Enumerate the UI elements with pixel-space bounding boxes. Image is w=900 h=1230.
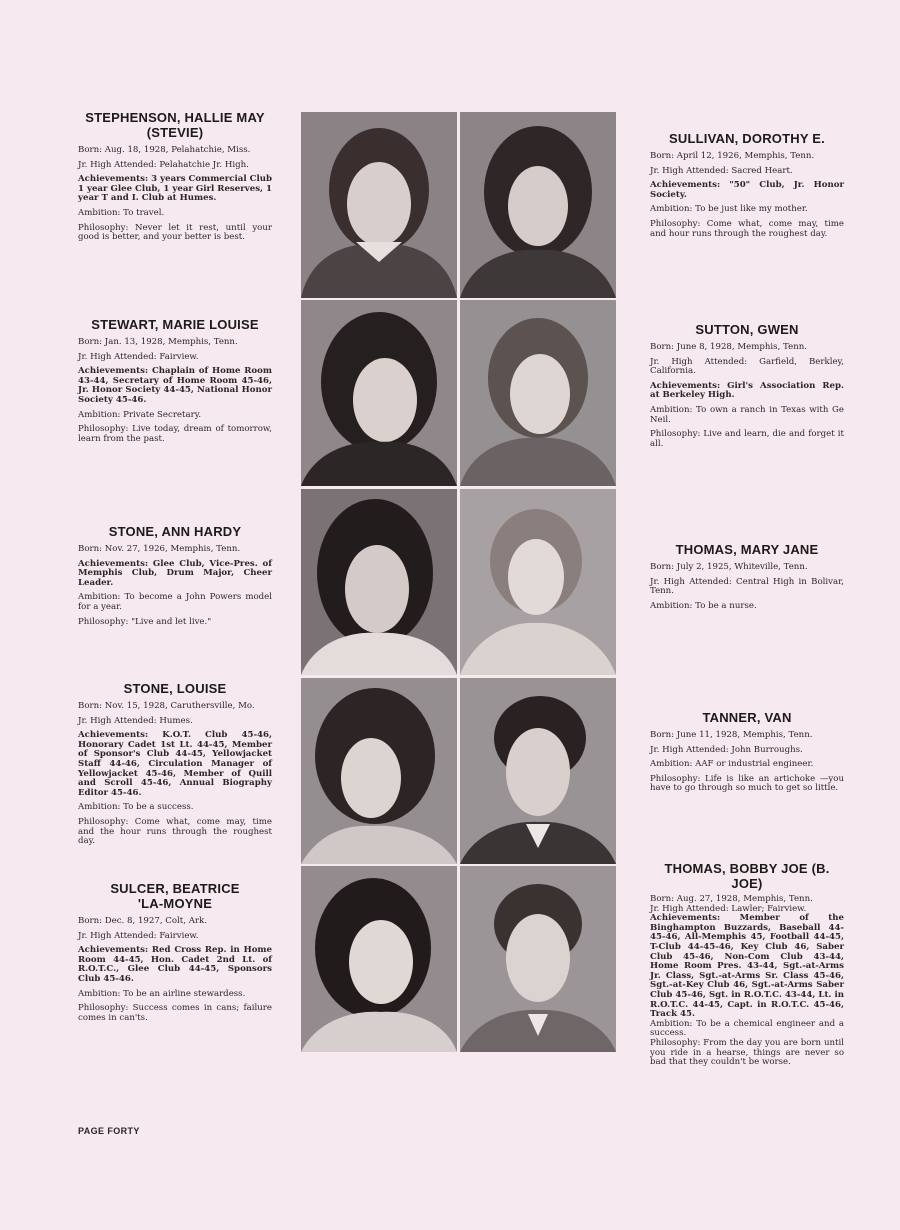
jr-high-line: Jr. High Attended: Lawler; Fairview. [650,903,807,914]
student-entry-thomas-bobby [650,861,844,1068]
philosophy-line: Philosophy: Life is like an artichoke —you have to go through so much to get so little. [650,773,844,794]
born-line: Born: Nov. 15, 1928, Caruthersville, Mo. [78,701,255,711]
ambition-line: Ambition: AAF or industrial engineer. [650,759,814,770]
student-entry-tanner [650,710,844,799]
student-name: SULLIVAN, DOROTHY E. [669,131,825,146]
jr-high-line: Jr. High Attended: John Burroughs. [650,744,803,755]
philosophy-line: Philosophy: From the day you are born until you ride in a hearse, things are never so bad that they couldn't be worse. [650,1037,844,1068]
philosophy-line: Philosophy: Come what, come may, time and hour runs through the roughest day. [650,218,844,239]
student-entry-thomas-mary [650,542,844,616]
ambition-line: Ambition: To become a John Powers model for a year. [78,592,272,612]
portrait-stone-ann [301,489,457,675]
student-entry-stephenson [78,110,272,248]
student-entry-sutton [650,322,844,454]
jr-high-line: Jr. High Attended: Fairview. [78,351,199,362]
born-line: Born: June 11, 1928, Memphis, Tenn. [650,730,813,740]
student-name: THOMAS, MARY JANE [675,542,819,557]
philosophy-line: Philosophy: "Live and let live." [78,616,212,627]
ambition-line: Ambition: To be an airline stewardess. [78,988,246,999]
jr-high-line: Jr. High Attended: Pelahatchie Jr. High. [78,159,249,170]
student-name: STONE, LOUISE [123,681,227,696]
born-line: Born: Nov. 27, 1926, Memphis, Tenn. [78,544,241,554]
philosophy-line: Philosophy: Live and learn, die and forget it all. [650,429,844,449]
student-entry-stone-ann [78,524,272,632]
student-name: STONE, ANN HARDY [108,524,242,539]
born-line: Born: Jan. 13, 1928, Memphis, Tenn. [78,337,238,347]
student-name: THOMAS, BOBBY JOE (B. JOE) [664,861,830,891]
student-entry-sullivan [650,131,844,244]
philosophy-line: Philosophy: Live today, dream of tomorrow, learn from the past. [78,424,272,444]
portrait-stewart [301,300,457,486]
born-line: Born: Aug. 18, 1928, Pelahatchie, Miss. [78,145,251,155]
ambition-line: Ambition: To be a chemical engineer and a success. [650,1018,844,1039]
achievements-line: Achievements: Girl's Association Rep. at Berkeley High. [650,380,844,401]
born-line: Born: Aug. 27, 1928, Memphis, Tenn. [650,894,813,904]
student-entry-stone-louise [78,681,272,852]
born-line: Born: June 8, 1928, Memphis, Tenn. [650,342,807,352]
achievements-line: Achievements: 3 years Commercial Club 1 year Glee Club, 1 year Girl Reserves, 1 year T and I. Club at Humes. [78,174,273,204]
philosophy-line: Philosophy: Never let it rest, until your good is better, and your better is best. [78,222,272,243]
portrait-thomas-bobby [460,866,616,1052]
student-name: SUTTON, GWEN [695,322,799,337]
portrait-stone-louise [301,678,457,864]
achievements-line: Achievements: K.O.T. Club 45-46, Honorary Cadet 1st Lt. 44-45, Member of Sponsor's Club 44-45, Yellowjacket Staff 44-46, Circulation Manager of Yellowjacket 45-46, Member of Quill and Scroll 45-46, Annual Biography Editor 45-46. [78,730,272,798]
jr-high-line: Jr. High Attended: Garfield, Berkley, California. [650,356,844,377]
achievements-line: Achievements: Red Cross Rep. in Home Room 44-45, Hon. Cadet 2nd Lt. of R.O.T.C., Glee Club 44-45, Sponsors Club 45-46. [78,945,272,984]
student-name: SULCER, BEATRICE 'LA-MOYNE [110,881,240,911]
philosophy-line: Philosophy: Success comes in cans; failure comes in can'ts. [78,1003,272,1023]
achievements-line: Achievements: Chaplain of Home Room 43-44, Secretary of Home Room 45-46, Jr. Honor Society 44-45, National Honor Society 45-46. [78,366,272,405]
ambition-line: Ambition: Private Secretary. [78,409,202,420]
student-name: TANNER, VAN [702,710,792,725]
born-line: Born: April 12, 1926, Memphis, Tenn. [650,151,815,161]
philosophy-line: Philosophy: Come what, come may, time and the hour runs through the roughest day. [78,816,272,847]
ambition-line: Ambition: To be a nurse. [650,600,757,611]
portrait-tanner [460,678,616,864]
ambition-line: Ambition: To be just like my mother. [650,204,808,215]
portrait-sullivan [460,112,616,298]
ambition-line: Ambition: To own a ranch in Texas with Ge Neil. [650,404,844,425]
ambition-line: Ambition: To travel. [78,207,165,218]
portrait-thomas-mary [460,489,616,675]
portrait-sulcer [301,866,457,1052]
jr-high-line: Jr. High Attended: Fairview. [78,930,199,941]
jr-high-line: Jr. High Attended: Humes. [78,715,193,726]
page-number-footer: PAGE FORTY [78,1126,140,1136]
jr-high-line: Jr. High Attended: Central High in Bolivar, Tenn. [650,576,844,597]
achievements-line: Achievements: Member of the Binghampton Buzzards, Baseball 44-45-46, All-Memphis 45, Football 44-45, T-Club 44-45-46, Key Club 46, Saber Club 45-46, Non-Com Club 43-44, Home Room Pres. 43-44, Sgt.-at-Arms Jr. Class, Sgt.-at-Arms Sr. Class 45-46, Sgt.-at-Key Club 46, Sgt.-at-Arms Saber Club 45-46, Sgt. in R.O.T.C. 43-44, Lt. in R.O.T.C. 44-45, Capt. in R.O.T.C. 45-46, Track 45. [650,913,844,1020]
student-name: STEPHENSON, HALLIE MAY (STEVIE) [85,110,265,140]
student-entry-sulcer [78,881,272,1028]
jr-high-line: Jr. High Attended: Sacred Heart. [650,165,793,176]
ambition-line: Ambition: To be a success. [78,802,194,813]
student-entry-stewart [78,317,272,449]
portrait-sutton [460,300,616,486]
portrait-stephenson [301,112,457,298]
achievements-line: Achievements: "50" Club, Jr. Honor Society. [650,180,844,200]
achievements-line: Achievements: Glee Club, Vice-Pres. of Memphis Club, Drum Major, Cheer Leader. [78,558,272,588]
born-line: Born: July 2, 1925, Whiteville, Tenn. [650,562,808,572]
student-name: STEWART, MARIE LOUISE [91,317,259,332]
born-line: Born: Dec. 8, 1927, Colt, Ark. [78,916,207,926]
